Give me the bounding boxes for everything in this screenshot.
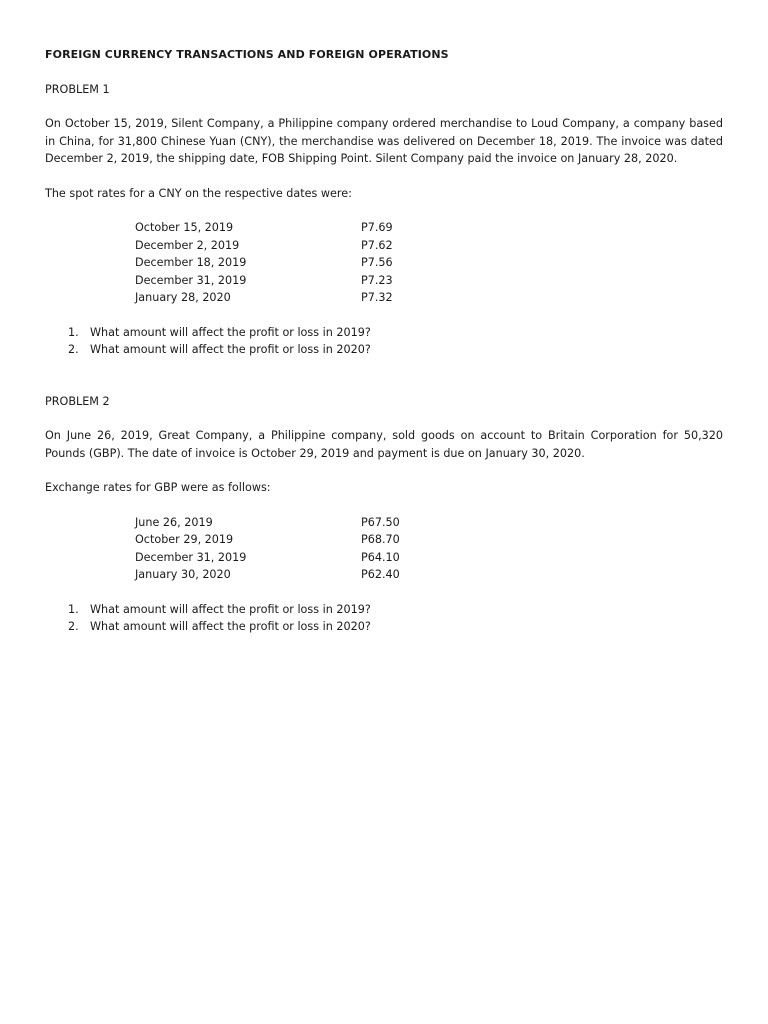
question-text: What amount will affect the profit or loss in 2019? [90, 602, 371, 616]
rate-date: December 31, 2019 [135, 550, 247, 564]
rate-date: January 30, 2020 [135, 568, 231, 581]
problem-2-rates-intro: Exchange rates for GBP were as follows: [45, 481, 271, 494]
document-title: FOREIGN CURRENCY TRANSACTIONS AND FOREIGN OPERATIONS [45, 48, 449, 61]
problem-1 [45, 81, 723, 359]
problem-1-questions [45, 324, 723, 359]
problem-1-paragraph: On October 15, 2019, Silent Company, a Philippine company ordered merchandise to Loud Company, a company based in China, for 31,800 Chinese Yuan (CNY), the merchandise was delivered on December 18, 2019. The invoice was dated December 2, 2019, the shipping date, FOB Shipping Point. Silent Company paid the invoice on January 28, 2020. [45, 117, 723, 165]
question-number: 1. [68, 325, 79, 339]
rate-date: January 28, 2020 [135, 291, 231, 304]
rate-value: P62.40 [361, 568, 400, 581]
rate-row [135, 289, 441, 307]
question-number: 2. [68, 620, 79, 633]
problem-2-paragraph: On June 26, 2019, Great Company, a Philippine company, sold goods on account to Britain Corporation for 50,320 Pounds (GBP). The date of invoice is October 29, 2019 and payment is due on January 30, 2020. [45, 429, 723, 460]
question-item [45, 324, 723, 342]
problem-2-rates-table [135, 514, 441, 584]
question-item [45, 601, 723, 619]
rate-date: October 15, 2019 [135, 221, 234, 234]
rate-value: P7.62 [361, 238, 393, 252]
question-text: What amount will affect the profit or loss in 2020? [90, 620, 371, 633]
question-text: What amount will affect the profit or loss in 2020? [90, 343, 371, 356]
rate-date: June 26, 2019 [135, 515, 213, 529]
rate-value: P68.70 [361, 533, 400, 546]
rate-date: October 29, 2019 [135, 533, 234, 546]
rate-date: December 18, 2019 [135, 256, 247, 269]
problem-2-heading: PROBLEM 2 [45, 394, 110, 408]
rate-value: P7.32 [361, 291, 393, 304]
rate-value: P7.23 [361, 273, 393, 287]
question-item [45, 341, 723, 359]
document-page [45, 46, 723, 653]
rate-row [135, 219, 441, 237]
question-item [45, 618, 723, 636]
section-spacer [45, 376, 723, 393]
rate-row [135, 514, 441, 532]
rate-value: P67.50 [361, 515, 400, 529]
problem-1-rates-intro: The spot rates for a CNY on the respective dates were: [45, 186, 352, 200]
rate-row [135, 566, 441, 584]
rate-row [135, 549, 441, 567]
rate-value: P7.69 [361, 221, 393, 234]
rate-date: December 31, 2019 [135, 273, 247, 287]
problem-1-rates-table [135, 219, 441, 307]
rate-row [135, 237, 441, 255]
problem-2-questions [45, 601, 723, 636]
rate-value: P64.10 [361, 550, 400, 564]
question-number: 2. [68, 343, 79, 356]
rate-value: P7.56 [361, 256, 393, 269]
rate-row [135, 254, 441, 272]
question-text: What amount will affect the profit or loss in 2019? [90, 325, 371, 339]
rate-row [135, 272, 441, 290]
question-number: 1. [68, 602, 79, 616]
rate-row [135, 531, 441, 549]
rate-date: December 2, 2019 [135, 238, 240, 252]
problem-1-heading: PROBLEM 1 [45, 82, 110, 96]
problem-2 [45, 393, 723, 636]
